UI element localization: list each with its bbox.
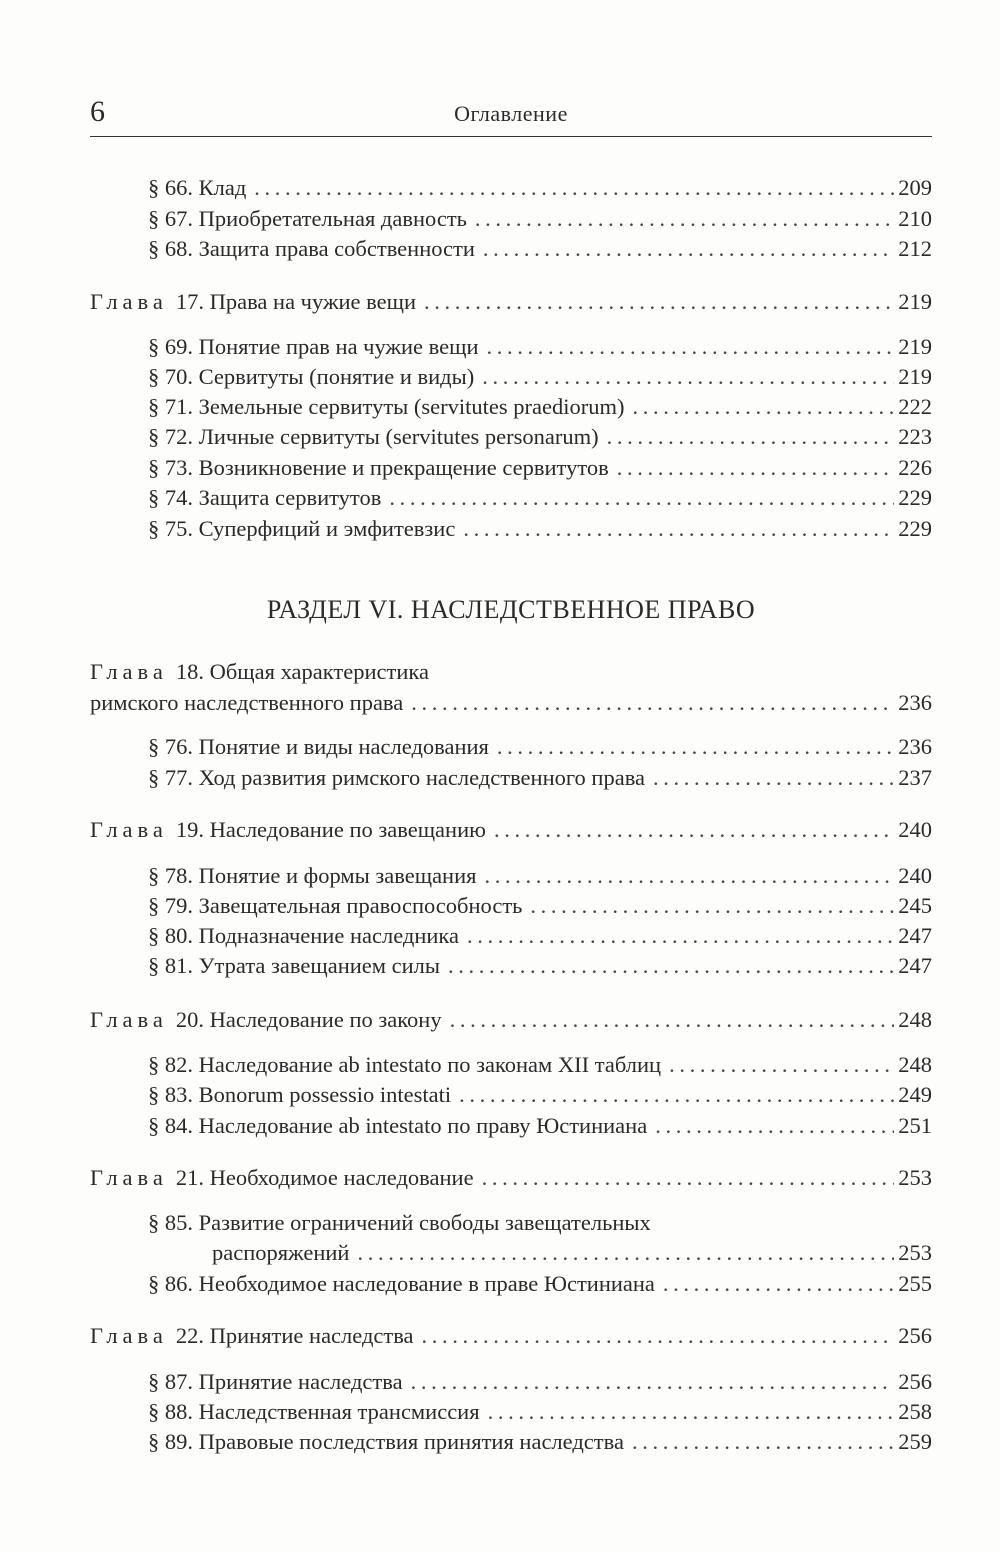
section-page: 209 bbox=[898, 175, 932, 200]
toc-section-67[interactable] bbox=[90, 204, 932, 234]
toc-section-77[interactable] bbox=[90, 763, 932, 793]
toc-section-86[interactable] bbox=[90, 1269, 932, 1299]
dot-leader bbox=[422, 1321, 895, 1351]
section-label-cont: распоряжений bbox=[212, 1240, 350, 1265]
chapter-title: 19. Наследование по завещанию bbox=[175, 817, 486, 842]
dot-leader bbox=[463, 514, 894, 544]
section-label: § 71. Земельные сервитуты (servitutes praediorum) bbox=[148, 394, 625, 419]
dot-leader bbox=[424, 287, 894, 317]
toc-section-68[interactable] bbox=[90, 234, 932, 264]
dot-leader bbox=[450, 1005, 895, 1035]
dot-leader bbox=[411, 1367, 895, 1397]
chapter-word: Глава bbox=[90, 817, 168, 842]
dot-leader bbox=[484, 861, 894, 891]
dot-leader bbox=[655, 1111, 894, 1141]
toc-section-74[interactable] bbox=[90, 483, 932, 513]
dot-leader bbox=[482, 1163, 895, 1193]
dot-leader bbox=[488, 1397, 895, 1427]
toc-section-83[interactable] bbox=[90, 1080, 932, 1110]
dot-leader bbox=[357, 1238, 894, 1268]
toc-section-81[interactable] bbox=[90, 951, 932, 981]
section-page: 226 bbox=[898, 455, 932, 480]
section-label: § 85. Развитие ограничений свободы завещательных bbox=[148, 1210, 651, 1235]
section-page: 245 bbox=[898, 893, 932, 918]
section-page: 247 bbox=[898, 953, 932, 978]
toc-section-79[interactable] bbox=[90, 891, 932, 921]
section-page: 229 bbox=[898, 516, 932, 541]
section-page: 249 bbox=[898, 1082, 932, 1107]
section-label: § 68. Защита права собственности bbox=[148, 236, 475, 261]
section-label: § 77. Ход развития римского наследственного права bbox=[148, 765, 646, 790]
chapter-page: 256 bbox=[898, 1323, 932, 1348]
toc-section-71[interactable] bbox=[90, 392, 932, 422]
dot-leader bbox=[653, 763, 894, 793]
section-label: § 81. Утрата завещанием силы bbox=[148, 953, 441, 978]
section-label: § 88. Наследственная трансмиссия bbox=[148, 1399, 480, 1424]
section-page: 210 bbox=[898, 206, 932, 231]
dot-leader bbox=[663, 1269, 894, 1299]
chapter-word: Глава bbox=[90, 659, 168, 684]
chapter-title: 17. Права на чужие вещи bbox=[175, 289, 416, 314]
dot-leader bbox=[389, 483, 894, 513]
section-label: § 70. Сервитуты (понятие и виды) bbox=[148, 364, 475, 389]
chapter-title: 22. Принятие наследства bbox=[175, 1323, 414, 1348]
section-page: 222 bbox=[898, 394, 932, 419]
dot-leader bbox=[607, 422, 895, 452]
dot-leader bbox=[475, 204, 894, 234]
chapter-page: 240 bbox=[898, 817, 932, 842]
toc-section-85-line1[interactable] bbox=[90, 1208, 932, 1238]
chapter-title-cont: римского наследственного права bbox=[90, 690, 404, 715]
toc-section-66[interactable] bbox=[90, 173, 932, 203]
dot-leader bbox=[632, 1427, 894, 1457]
chapter-page: 253 bbox=[898, 1165, 932, 1190]
section-page: 259 bbox=[898, 1429, 932, 1454]
part-title[interactable]: РАЗДЕЛ VI. НАСЛЕДСТВЕННОЕ ПРАВО bbox=[266, 595, 756, 624]
chapter-page: 219 bbox=[898, 289, 932, 314]
toc-section-76[interactable] bbox=[90, 732, 932, 762]
section-label: § 76. Понятие и виды наследования bbox=[148, 734, 489, 759]
section-page: 240 bbox=[898, 863, 932, 888]
toc-section-87[interactable] bbox=[90, 1367, 932, 1397]
toc-section-70[interactable] bbox=[90, 362, 932, 392]
page-number: 6 bbox=[90, 95, 105, 128]
toc-chapter-18-line2[interactable] bbox=[90, 688, 932, 718]
section-label: § 78. Понятие и формы завещания bbox=[148, 863, 477, 888]
toc-section-80[interactable] bbox=[90, 921, 932, 951]
section-page: 237 bbox=[898, 765, 932, 790]
chapter-word: Глава bbox=[90, 289, 168, 314]
toc-section-69[interactable] bbox=[90, 332, 932, 362]
section-label: § 86. Необходимое наследование в праве Юстиниана bbox=[148, 1271, 655, 1296]
table-of-contents bbox=[90, 0, 932, 1552]
dot-leader bbox=[448, 951, 894, 981]
section-page: 255 bbox=[898, 1271, 932, 1296]
toc-section-85-line2[interactable] bbox=[90, 1238, 932, 1268]
toc-section-73[interactable] bbox=[90, 453, 932, 483]
toc-chapter-22[interactable] bbox=[90, 1321, 932, 1351]
section-label: § 66. Клад bbox=[148, 175, 247, 200]
dot-leader bbox=[632, 392, 894, 422]
chapter-page: 236 bbox=[898, 690, 932, 715]
chapter-page: 248 bbox=[898, 1007, 932, 1032]
section-page: 247 bbox=[898, 923, 932, 948]
toc-chapter-18-line1[interactable] bbox=[90, 657, 932, 687]
dot-leader bbox=[530, 891, 894, 921]
toc-chapter-21[interactable] bbox=[90, 1163, 932, 1193]
section-label: § 82. Наследование ab intestato по законам XII таблиц bbox=[148, 1052, 662, 1077]
toc-section-88[interactable] bbox=[90, 1397, 932, 1427]
chapter-word: Глава bbox=[90, 1007, 168, 1032]
section-page: 212 bbox=[898, 236, 932, 261]
dot-leader bbox=[411, 688, 894, 718]
toc-chapter-17[interactable] bbox=[90, 287, 932, 317]
dot-leader bbox=[669, 1050, 894, 1080]
toc-section-78[interactable] bbox=[90, 861, 932, 891]
dot-leader bbox=[459, 1080, 894, 1110]
chapter-title: 20. Наследование по закону bbox=[175, 1007, 442, 1032]
section-label: § 89. Правовые последствия принятия наследства bbox=[148, 1429, 624, 1454]
section-label: § 80. Подназначение наследника bbox=[148, 923, 460, 948]
chapter-word: Глава bbox=[90, 1165, 168, 1190]
chapter-title: 21. Необходимое наследование bbox=[175, 1165, 474, 1190]
toc-section-82[interactable] bbox=[90, 1050, 932, 1080]
section-label: § 67. Приобретательная давность bbox=[148, 206, 467, 231]
toc-chapter-19[interactable] bbox=[90, 815, 932, 845]
dot-leader bbox=[254, 173, 894, 203]
running-title: Оглавление bbox=[454, 101, 568, 126]
dot-leader bbox=[494, 815, 894, 845]
chapter-word: Глава bbox=[90, 1323, 168, 1348]
dot-leader bbox=[487, 332, 895, 362]
section-label: § 75. Суперфиций и эмфитевзис bbox=[148, 516, 456, 541]
toc-section-75[interactable] bbox=[90, 514, 932, 544]
dot-leader bbox=[497, 732, 894, 762]
section-label: § 69. Понятие прав на чужие вещи bbox=[148, 334, 479, 359]
section-page: 219 bbox=[898, 334, 932, 359]
section-page: 253 bbox=[898, 1240, 932, 1265]
section-label: § 73. Возникновение и прекращение сервитутов bbox=[148, 455, 609, 480]
section-page: 223 bbox=[898, 424, 932, 449]
section-label: § 74. Защита сервитутов bbox=[148, 485, 382, 510]
section-label: § 72. Личные сервитуты (servitutes personarum) bbox=[148, 424, 599, 449]
chapter-title: 18. Общая характеристика bbox=[175, 659, 429, 684]
dot-leader bbox=[482, 362, 894, 392]
dot-leader bbox=[483, 234, 894, 264]
section-label: § 87. Принятие наследства bbox=[148, 1369, 403, 1394]
toc-section-84[interactable] bbox=[90, 1111, 932, 1141]
section-page: 258 bbox=[898, 1399, 932, 1424]
dot-leader bbox=[467, 921, 894, 951]
section-page: 229 bbox=[898, 485, 932, 510]
toc-section-89[interactable] bbox=[90, 1427, 932, 1457]
dot-leader bbox=[617, 453, 895, 483]
section-page: 251 bbox=[898, 1113, 932, 1138]
section-page: 248 bbox=[898, 1052, 932, 1077]
section-label: § 79. Завещательная правоспособность bbox=[148, 893, 523, 918]
toc-section-72[interactable] bbox=[90, 422, 932, 452]
section-label: § 83. Bonorum possessio intestati bbox=[148, 1082, 452, 1107]
section-page: 236 bbox=[898, 734, 932, 759]
section-page: 219 bbox=[898, 364, 932, 389]
toc-chapter-20[interactable] bbox=[90, 1005, 932, 1035]
section-label: § 84. Наследование ab intestato по праву Юстиниана bbox=[148, 1113, 648, 1138]
section-page: 256 bbox=[898, 1369, 932, 1394]
